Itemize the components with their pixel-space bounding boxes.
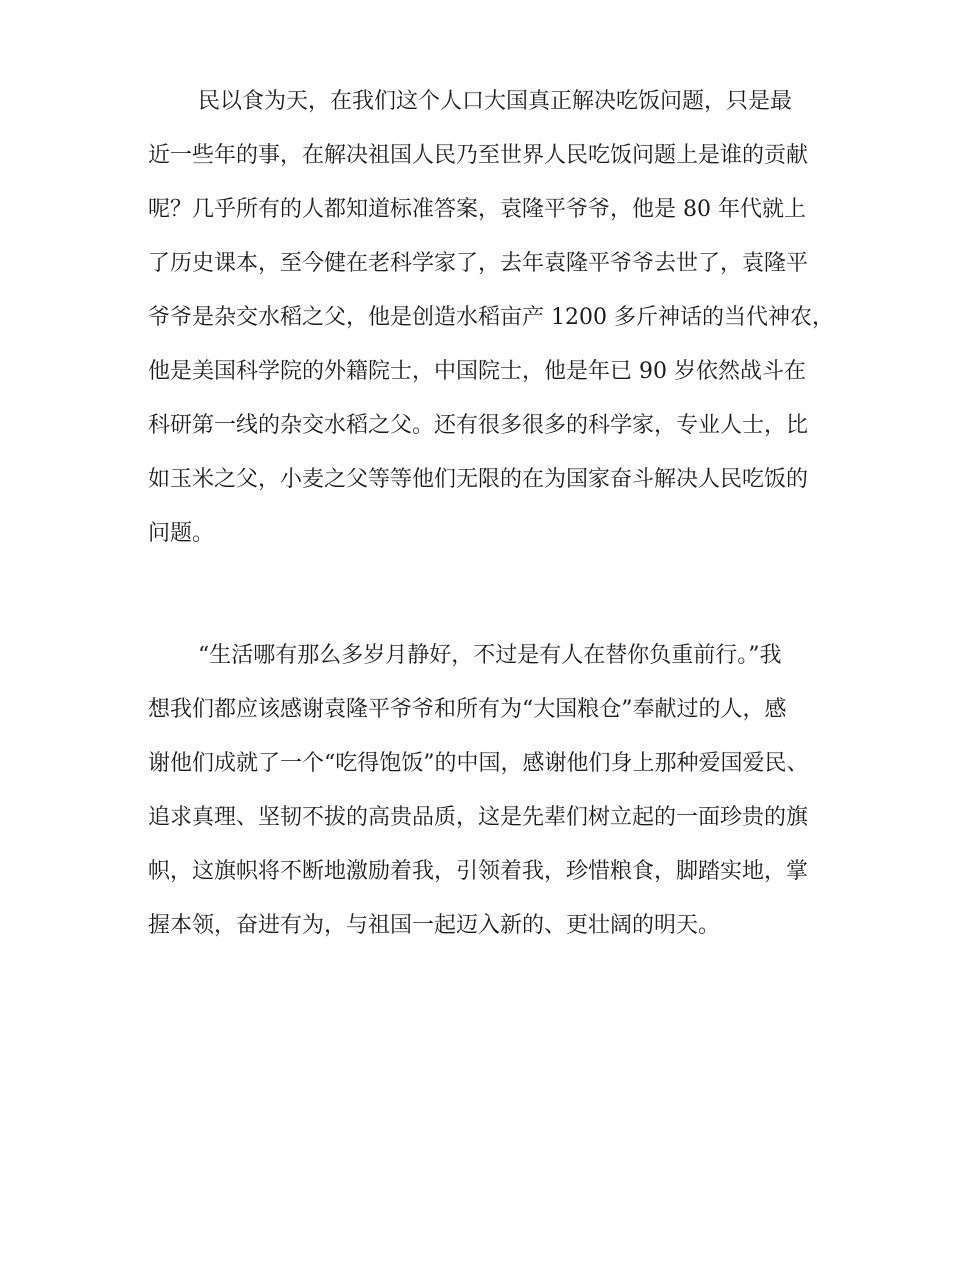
text-line: 呢？几乎所有的人都知道标准答案，袁隆平爷爷，他是 80 年代就上 xyxy=(148,197,806,222)
text-line: 了历史课本，至今健在老科学家了，去年袁隆平爷爷去世了，袁隆平 xyxy=(148,251,809,276)
text-line: 谢他们成就了一个“吃得饱饭”的中国，感谢他们身上那种爱国爱民、 xyxy=(148,751,809,776)
text-line: “生活哪有那么多岁月静好，不过是有人在替你负重前行。”我 xyxy=(198,643,782,668)
text-line: 想我们都应该感谢袁隆平爷爷和所有为“大国粮仓”奉献过的人，感 xyxy=(148,697,787,722)
text-line: 追求真理、坚韧不拔的高贵品质，这是先辈们树立起的一面珍贵的旗 xyxy=(148,805,809,830)
text-line: 如玉米之父，小麦之父等等他们无限的在为国家奋斗解决人民吃饭的 xyxy=(148,467,809,492)
text-line: 问题。 xyxy=(148,521,215,546)
text-line: 近一些年的事，在解决祖国人民乃至世界人民吃饭问题上是谁的贡献 xyxy=(148,143,809,168)
text-line: 科研第一线的杂交水稻之父。还有很多很多的科学家，专业人士，比 xyxy=(148,413,809,438)
text-line: 爷爷是杂交水稻之父，他是创造水稻亩产 1200 多斤神话的当代神农， xyxy=(148,305,834,330)
paragraph-gratitude xyxy=(148,640,828,964)
paragraph-yuan-longping xyxy=(148,86,834,572)
text-line: 帜，这旗帜将不断地激励着我，引领着我，珍惜粮食，脚踏实地，掌 xyxy=(148,859,809,884)
text-line: 民以食为天，在我们这个人口大国真正解决吃饭问题，只是最 xyxy=(198,89,793,114)
text-line: 握本领，奋进有为，与祖国一起迈入新的、更壮阔的明天。 xyxy=(148,913,721,938)
text-line: 他是美国科学院的外籍院士，中国院士，他是年已 90 岁依然战斗在 xyxy=(148,359,806,384)
